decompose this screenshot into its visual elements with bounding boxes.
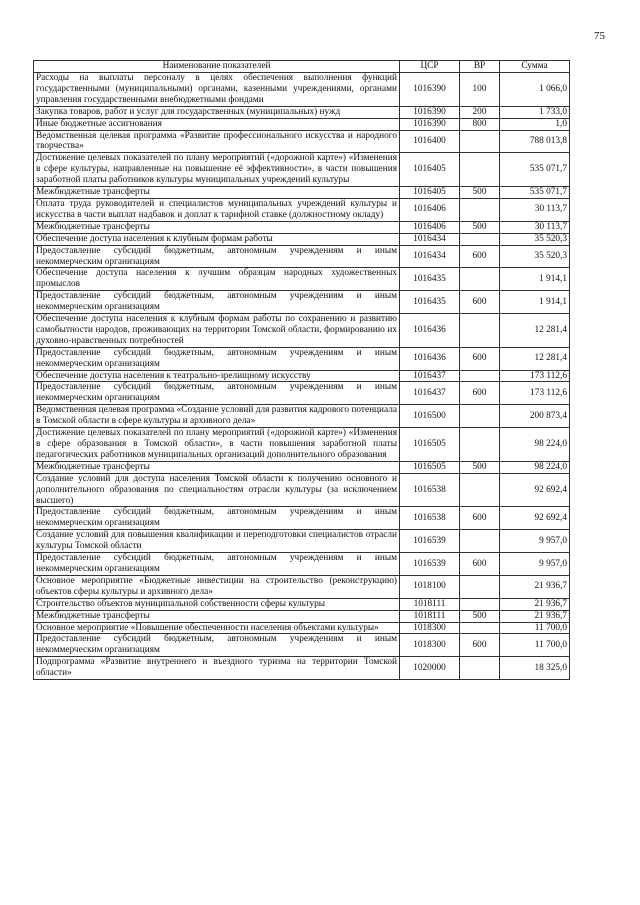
row-sum-cell: 35 520,3 [500, 233, 570, 245]
table-row [34, 245, 570, 268]
table-row [34, 461, 570, 473]
row-sum-cell: 788 013,8 [500, 130, 570, 153]
row-csr-cell: 1018300 [400, 634, 460, 657]
row-sum-cell: 1 914,1 [500, 268, 570, 291]
row-vr-cell [460, 268, 500, 291]
row-sum-cell: 30 113,7 [500, 221, 570, 233]
row-vr-cell: 600 [460, 553, 500, 576]
table-row [34, 347, 570, 370]
row-vr-cell: 800 [460, 118, 500, 130]
row-vr-cell: 200 [460, 106, 500, 118]
row-name-cell: Межбюджетные трансферты [34, 461, 400, 473]
row-name-cell: Предоставление субсидий бюджетным, автономным учреждениям и иным некоммерческим организациям [34, 553, 400, 576]
table-row [34, 106, 570, 118]
row-csr-cell: 1016400 [400, 130, 460, 153]
row-sum-cell: 535 071,7 [500, 153, 570, 187]
row-csr-cell: 1016406 [400, 221, 460, 233]
row-name-cell: Ведомственная целевая программа «Создание условий для развития кадрового потенциала в Томской области в сфере культуры и архивного дела» [34, 405, 400, 428]
row-csr-cell: 1016405 [400, 153, 460, 187]
row-name-cell: Межбюджетные трансферты [34, 610, 400, 622]
header-csr: ЦСР [400, 61, 460, 73]
row-name-cell: Создание условий для повышения квалификации и переподготовки специалистов отрасли культуры Томской области [34, 530, 400, 553]
table-row [34, 473, 570, 507]
row-vr-cell: 100 [460, 73, 500, 107]
row-sum-cell: 1 914,1 [500, 291, 570, 314]
table-header [34, 61, 570, 73]
row-vr-cell [460, 657, 500, 680]
row-csr-cell: 1016538 [400, 473, 460, 507]
header-name: Наименование показателей [34, 61, 400, 73]
row-csr-cell: 1016435 [400, 291, 460, 314]
row-csr-cell: 1016500 [400, 405, 460, 428]
table-row [34, 198, 570, 221]
row-vr-cell [460, 622, 500, 634]
row-sum-cell: 18 325,0 [500, 657, 570, 680]
row-sum-cell: 12 281,4 [500, 314, 570, 348]
table-row [34, 428, 570, 462]
row-sum-cell: 21 936,7 [500, 575, 570, 598]
row-csr-cell: 1016437 [400, 382, 460, 405]
row-name-cell: Достижение целевых показателей по плану мероприятий («дорожной карте») «Изменения в сфере культуры, направленные на повышение её эффективности», в части повышения заработной платы работников культуры муниципальных учреждений культуры [34, 153, 400, 187]
row-vr-cell: 600 [460, 507, 500, 530]
row-sum-cell: 98 224,0 [500, 461, 570, 473]
row-vr-cell [460, 530, 500, 553]
row-csr-cell: 1020000 [400, 657, 460, 680]
row-name-cell: Предоставление субсидий бюджетным, автономным учреждениям и иным некоммерческим организациям [34, 382, 400, 405]
row-vr-cell: 500 [460, 610, 500, 622]
table-row [34, 382, 570, 405]
table-row [34, 233, 570, 245]
row-vr-cell [460, 198, 500, 221]
row-name-cell: Предоставление субсидий бюджетным, автономным учреждениям и иным некоммерческим организациям [34, 245, 400, 268]
table-row [34, 553, 570, 576]
row-csr-cell: 1016390 [400, 118, 460, 130]
row-csr-cell: 1016390 [400, 106, 460, 118]
table-row [34, 130, 570, 153]
row-vr-cell [460, 428, 500, 462]
row-name-cell: Обеспечение доступа населения к клубным формам работы [34, 233, 400, 245]
table-row [34, 268, 570, 291]
row-csr-cell: 1016390 [400, 73, 460, 107]
row-sum-cell: 200 873,4 [500, 405, 570, 428]
row-sum-cell: 30 113,7 [500, 198, 570, 221]
row-vr-cell [460, 575, 500, 598]
row-csr-cell: 1016406 [400, 198, 460, 221]
row-csr-cell: 1016505 [400, 428, 460, 462]
row-name-cell: Межбюджетные трансферты [34, 221, 400, 233]
row-csr-cell: 1016437 [400, 370, 460, 382]
table-row [34, 291, 570, 314]
row-name-cell: Иные бюджетные ассигнования [34, 118, 400, 130]
row-sum-cell: 535 071,7 [500, 187, 570, 199]
row-name-cell: Предоставление субсидий бюджетным, автономным учреждениям и иным некоммерческим организациям [34, 291, 400, 314]
table-row [34, 575, 570, 598]
row-csr-cell: 1016436 [400, 347, 460, 370]
row-name-cell: Создание условий для доступа населения Томской области к получению основного и дополнительного образования по специальностям отрасли культуры (за исключением высшего) [34, 473, 400, 507]
table-row [34, 221, 570, 233]
row-name-cell: Межбюджетные трансферты [34, 187, 400, 199]
row-sum-cell: 92 692,4 [500, 507, 570, 530]
row-csr-cell: 1016436 [400, 314, 460, 348]
table-row [34, 507, 570, 530]
row-sum-cell: 11 700,0 [500, 634, 570, 657]
row-csr-cell: 1016435 [400, 268, 460, 291]
row-sum-cell: 11 700,0 [500, 622, 570, 634]
table-row [34, 187, 570, 199]
row-name-cell: Основное мероприятие «Повышение обеспеченности населения объектами культуры» [34, 622, 400, 634]
row-csr-cell: 1018100 [400, 575, 460, 598]
row-name-cell: Достижение целевых показателей по плану мероприятий («дорожной карте») «Изменения в сфере образования в Томской области», в части повышения заработной платы педагогических работников муниципальных организаций дополнительного образования [34, 428, 400, 462]
row-csr-cell: 1016539 [400, 530, 460, 553]
row-csr-cell: 1018300 [400, 622, 460, 634]
row-vr-cell [460, 314, 500, 348]
row-name-cell: Предоставление субсидий бюджетным, автономным учреждениям и иным некоммерческим организациям [34, 634, 400, 657]
table-row [34, 370, 570, 382]
row-vr-cell [460, 370, 500, 382]
row-name-cell: Обеспечение доступа населения к клубным формам работы по сохранению и развитию самобытности народов, проживающих на территории Томской области, формированию их духовно-нравственных потребностей [34, 314, 400, 348]
row-csr-cell: 1016505 [400, 461, 460, 473]
table-row [34, 73, 570, 107]
row-sum-cell: 21 936,7 [500, 598, 570, 610]
row-vr-cell [460, 130, 500, 153]
row-sum-cell: 21 936,7 [500, 610, 570, 622]
row-sum-cell: 1,0 [500, 118, 570, 130]
row-vr-cell: 600 [460, 382, 500, 405]
row-vr-cell [460, 153, 500, 187]
row-vr-cell: 600 [460, 347, 500, 370]
table-row [34, 118, 570, 130]
table-row [34, 153, 570, 187]
row-sum-cell: 98 224,0 [500, 428, 570, 462]
row-csr-cell: 1016434 [400, 245, 460, 268]
row-sum-cell: 173 112,6 [500, 370, 570, 382]
row-vr-cell: 500 [460, 461, 500, 473]
row-name-cell: Основное мероприятие «Бюджетные инвестиции на строительство (реконструкцию) объектов сферы культуры и архивного дела» [34, 575, 400, 598]
row-csr-cell: 1018111 [400, 598, 460, 610]
table-row [34, 657, 570, 680]
table-row [34, 314, 570, 348]
row-vr-cell [460, 473, 500, 507]
row-name-cell: Оплата труда руководителей и специалистов муниципальных учреждений культуры и искусства в части выплат надбавок и доплат к тарифной ставке (должностному окладу) [34, 198, 400, 221]
row-sum-cell: 35 520,3 [500, 245, 570, 268]
row-name-cell: Ведомственная целевая программа «Развитие профессионального искусства и народного творчества» [34, 130, 400, 153]
row-csr-cell: 1016405 [400, 187, 460, 199]
row-csr-cell: 1016538 [400, 507, 460, 530]
row-vr-cell [460, 233, 500, 245]
table-body [34, 73, 570, 680]
row-csr-cell: 1018111 [400, 610, 460, 622]
table-row [34, 530, 570, 553]
row-name-cell: Обеспечение доступа населения к лучшим образцам народных художественных промыслов [34, 268, 400, 291]
row-vr-cell: 500 [460, 221, 500, 233]
row-sum-cell: 9 957,0 [500, 553, 570, 576]
page-number: 75 [594, 30, 605, 42]
table-row [34, 634, 570, 657]
row-csr-cell: 1016539 [400, 553, 460, 576]
row-vr-cell [460, 598, 500, 610]
row-name-cell: Закупка товаров, работ и услуг для государственных (муниципальных) нужд [34, 106, 400, 118]
row-sum-cell: 1 066,0 [500, 73, 570, 107]
row-name-cell: Предоставление субсидий бюджетным, автономным учреждениям и иным некоммерческим организациям [34, 347, 400, 370]
row-name-cell: Предоставление субсидий бюджетным, автономным учреждениям и иным некоммерческим организациям [34, 507, 400, 530]
row-vr-cell [460, 405, 500, 428]
row-csr-cell: 1016434 [400, 233, 460, 245]
row-sum-cell: 173 112,6 [500, 382, 570, 405]
row-vr-cell: 600 [460, 634, 500, 657]
row-sum-cell: 92 692,4 [500, 473, 570, 507]
table-row [34, 622, 570, 634]
table-row [34, 610, 570, 622]
header-row [34, 61, 570, 73]
header-sum: Сумма [500, 61, 570, 73]
header-vr: ВР [460, 61, 500, 73]
row-vr-cell: 600 [460, 291, 500, 314]
row-name-cell: Расходы на выплаты персоналу в целях обеспечения выполнения функций государственными (муниципальными) органами, казенными учреждениями, органами управления государственными внебюджетными фондами [34, 73, 400, 107]
row-sum-cell: 1 733,0 [500, 106, 570, 118]
row-sum-cell: 9 957,0 [500, 530, 570, 553]
budget-table [33, 60, 570, 680]
table-row [34, 598, 570, 610]
row-name-cell: Подпрограмма «Развитие внутреннего и въездного туризма на территории Томской области» [34, 657, 400, 680]
row-name-cell: Строительство объектов муниципальной собственности сферы культуры [34, 598, 400, 610]
table-row [34, 405, 570, 428]
row-vr-cell: 500 [460, 187, 500, 199]
row-name-cell: Обеспечение доступа населения к театрально-зрелищному искусству [34, 370, 400, 382]
row-sum-cell: 12 281,4 [500, 347, 570, 370]
row-vr-cell: 600 [460, 245, 500, 268]
